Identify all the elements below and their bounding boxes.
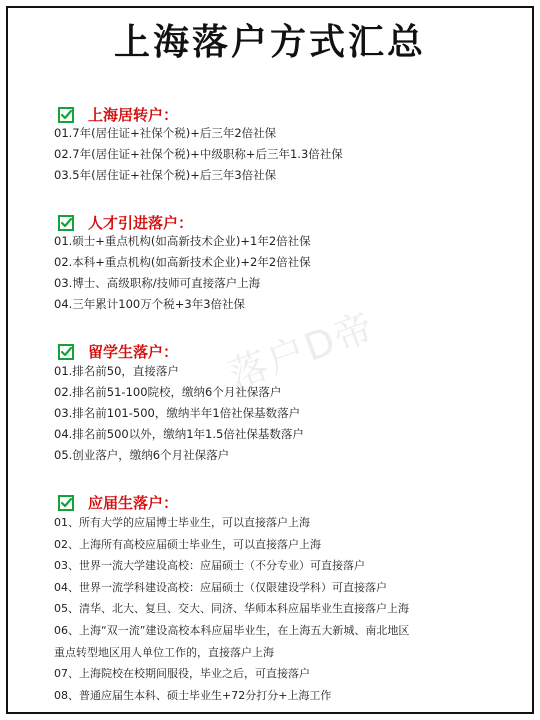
section-header-juzhuanhu <box>58 104 178 125</box>
list-item: 08、普通应届生本科、硕士毕业生+72分打分+上海工作 <box>54 688 332 702</box>
section-title: 上海居转户： <box>88 106 179 124</box>
list-item: 03、世界一流大学建设高校：应届硕士（不分专业）可直接落户 <box>54 559 365 573</box>
checkbox-checked-icon <box>58 107 74 123</box>
checkbox-checked-icon <box>58 344 74 360</box>
section-header-rencaiyinjin <box>58 212 193 233</box>
list-item: 03.博士、高级职称/技师可直接落户上海 <box>54 276 261 290</box>
checkbox-checked-icon <box>58 215 74 231</box>
section-header-yingjiesheng <box>58 492 178 513</box>
list-item: 02.本科+重点机构(如高新技术企业)+2年2倍社保 <box>54 255 311 269</box>
list-item: 02.7年(居住证+社保个税)+中级职称+后三年1.3倍社保 <box>54 147 343 161</box>
section-list-liuxuesheng <box>54 361 304 466</box>
list-item: 01.硕士+重点机构(如高新技术企业)+1年2倍社保 <box>54 234 311 248</box>
list-item: 04.三年累计100万个税+3年3倍社保 <box>54 297 246 311</box>
list-item: 07、上海院校在校期间服役，毕业之后，可直接落户 <box>54 667 310 681</box>
section-header-liuxuesheng <box>58 341 178 362</box>
section-list-juzhuanhu <box>54 123 343 186</box>
list-item: 01.7年(居住证+社保个税)+后三年2倍社保 <box>54 126 277 140</box>
list-item: 01.排名前50，直接落户 <box>54 364 179 378</box>
list-item: 03.排名前101-500，缴纳半年1倍社保基数落户 <box>54 406 301 420</box>
section-title: 人才引进落户： <box>88 214 194 232</box>
section-title: 留学生落户： <box>88 343 179 361</box>
watermark: 落户D帝 <box>223 304 381 398</box>
list-item: 05、清华、北大、复旦、交大、同济、华师本科应届毕业生直接落户上海 <box>54 602 409 616</box>
list-item: 01、所有大学的应届博士毕业生，可以直接落户上海 <box>54 516 310 529</box>
list-item: 03.5年(居住证+社保个税)+后三年3倍社保 <box>54 168 277 182</box>
section-list-rencaiyinjin <box>54 231 311 315</box>
list-item: 05.创业落户，缴纳6个月社保落户 <box>54 448 230 462</box>
list-item: 06、上海“双一流”建设高校本科应届毕业生，在上海五大新城、南北地区 <box>54 623 410 637</box>
list-item: 重点转型地区用人单位工作的，直接落户上海 <box>54 645 274 659</box>
section-list-yingjiesheng <box>54 512 409 706</box>
list-item: 04.排名前500以外，缴纳1年1.5倍社保基数落户 <box>54 427 304 441</box>
list-item: 04、世界一流学科建设高校：应届硕士（仅限建设学科）可直接落户 <box>54 580 387 594</box>
checkbox-checked-icon <box>58 495 74 511</box>
list-item: 02、上海所有高校应届硕士毕业生，可以直接落户上海 <box>54 537 321 551</box>
list-item: 02.排名前51-100院校，缴纳6个月社保落户 <box>54 385 282 399</box>
section-title: 应届生落户： <box>88 494 179 512</box>
page-title: 上海落户方式汇总 <box>113 22 426 63</box>
